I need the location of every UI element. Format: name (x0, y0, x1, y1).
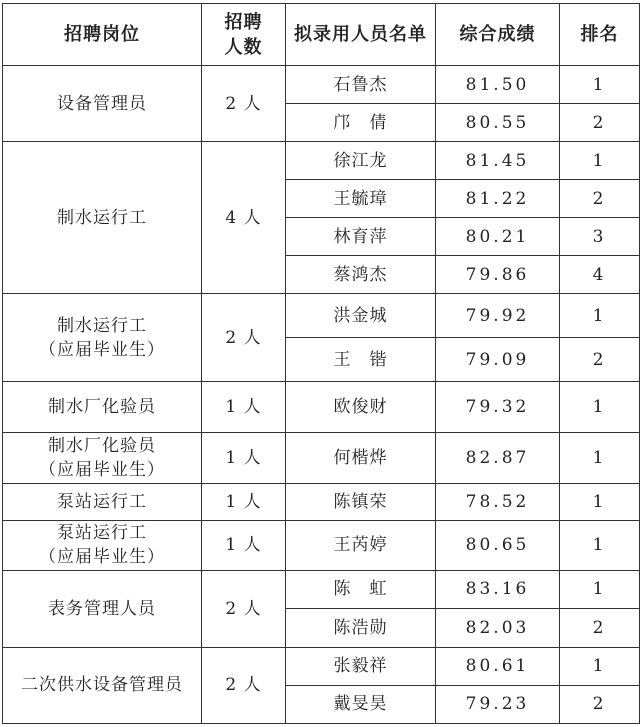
position-note: （应届毕业生） (39, 547, 165, 568)
headcount-cell: 1 人 (202, 382, 286, 433)
candidate-rank: 2 (560, 685, 640, 723)
candidate-rank: 2 (560, 180, 640, 218)
table-body (3, 66, 640, 724)
header-rank: 排名 (560, 4, 640, 66)
headcount-cell: 1 人 (202, 433, 286, 483)
candidate-name: 石鲁杰 (286, 66, 436, 104)
candidate-name: 陈浩勋 (286, 608, 436, 647)
table-row (3, 520, 640, 570)
candidate-score: 83.16 (436, 570, 560, 608)
candidate-score: 82.03 (436, 608, 560, 647)
candidate-rank: 2 (560, 608, 640, 647)
position-cell (3, 433, 202, 483)
headcount-cell: 2 人 (202, 647, 286, 723)
position-name: 制水运行工 (57, 315, 147, 336)
table-row (3, 66, 640, 104)
position-cell (3, 520, 202, 570)
headcount-cell: 1 人 (202, 483, 286, 520)
candidate-score: 80.21 (436, 218, 560, 256)
candidate-rank: 1 (560, 570, 640, 608)
headcount-cell: 2 人 (202, 66, 286, 142)
header-position: 招聘岗位 (3, 4, 202, 66)
position-cell (3, 294, 202, 382)
candidate-rank: 1 (560, 483, 640, 520)
position-cell (3, 647, 202, 723)
candidate-score: 79.86 (436, 256, 560, 294)
candidate-rank: 1 (560, 142, 640, 180)
position-cell (3, 483, 202, 520)
candidate-name: 王毓璋 (286, 180, 436, 218)
candidate-rank: 1 (560, 294, 640, 338)
candidate-name: 王 锴 (286, 338, 436, 382)
candidate-name: 王芮婷 (286, 520, 436, 570)
table-row (3, 294, 640, 338)
candidate-name: 陈 虹 (286, 570, 436, 608)
candidate-score: 82.87 (436, 433, 560, 483)
table-row (3, 382, 640, 433)
position-name: 泵站运行工 (57, 523, 147, 544)
table-row (3, 142, 640, 180)
candidate-name: 邝 倩 (286, 104, 436, 142)
position-name: 设备管理员 (57, 93, 147, 114)
candidate-name: 徐江龙 (286, 142, 436, 180)
candidate-score: 80.65 (436, 520, 560, 570)
position-cell (3, 570, 202, 647)
position-name: 二次供水设备管理员 (21, 675, 183, 696)
table-row (3, 483, 640, 520)
candidate-score: 80.55 (436, 104, 560, 142)
position-name: 表务管理人员 (48, 598, 156, 619)
recruitment-results-table (2, 3, 640, 724)
candidate-score: 80.61 (436, 647, 560, 685)
position-note: （应届毕业生） (39, 339, 165, 360)
candidate-name: 戴旻昊 (286, 685, 436, 723)
position-name: 泵站运行工 (57, 491, 147, 512)
table-row (3, 647, 640, 685)
candidate-score: 81.22 (436, 180, 560, 218)
candidate-name: 何楷烨 (286, 433, 436, 483)
header-names: 拟录用人员名单 (286, 4, 436, 66)
candidate-rank: 1 (560, 433, 640, 483)
position-cell (3, 66, 202, 142)
position-cell (3, 142, 202, 294)
candidate-rank: 2 (560, 104, 640, 142)
position-name: 制水厂化验员 (48, 397, 156, 418)
candidate-score: 79.23 (436, 685, 560, 723)
header-count-line1: 招聘 (224, 11, 263, 33)
headcount-cell: 4 人 (202, 142, 286, 294)
candidate-rank: 1 (560, 520, 640, 570)
candidate-rank: 1 (560, 647, 640, 685)
candidate-score: 81.50 (436, 66, 560, 104)
position-note: （应届毕业生） (39, 460, 165, 480)
position-name: 制水厂化验员 (48, 436, 156, 456)
candidate-score: 79.32 (436, 382, 560, 433)
table-row (3, 433, 640, 483)
header-count-line2: 人数 (224, 36, 263, 58)
candidate-score: 79.92 (436, 294, 560, 338)
header-score: 综合成绩 (436, 4, 560, 66)
candidate-name: 林育萍 (286, 218, 436, 256)
candidate-name: 陈镇荣 (286, 483, 436, 520)
candidate-rank: 4 (560, 256, 640, 294)
candidate-score: 81.45 (436, 142, 560, 180)
candidate-name: 蔡鸿杰 (286, 256, 436, 294)
candidate-name: 欧俊财 (286, 382, 436, 433)
position-cell (3, 382, 202, 433)
candidate-rank: 1 (560, 382, 640, 433)
candidate-score: 79.09 (436, 338, 560, 382)
candidate-name: 张毅祥 (286, 647, 436, 685)
table-row (3, 570, 640, 608)
candidate-score: 78.52 (436, 483, 560, 520)
header-row (3, 4, 640, 66)
candidate-rank: 3 (560, 218, 640, 256)
headcount-cell: 2 人 (202, 294, 286, 382)
headcount-cell: 2 人 (202, 570, 286, 647)
header-count (202, 4, 286, 66)
candidate-name: 洪金城 (286, 294, 436, 338)
position-name: 制水运行工 (57, 207, 147, 228)
headcount-cell: 1 人 (202, 520, 286, 570)
candidate-rank: 1 (560, 66, 640, 104)
candidate-rank: 2 (560, 338, 640, 382)
